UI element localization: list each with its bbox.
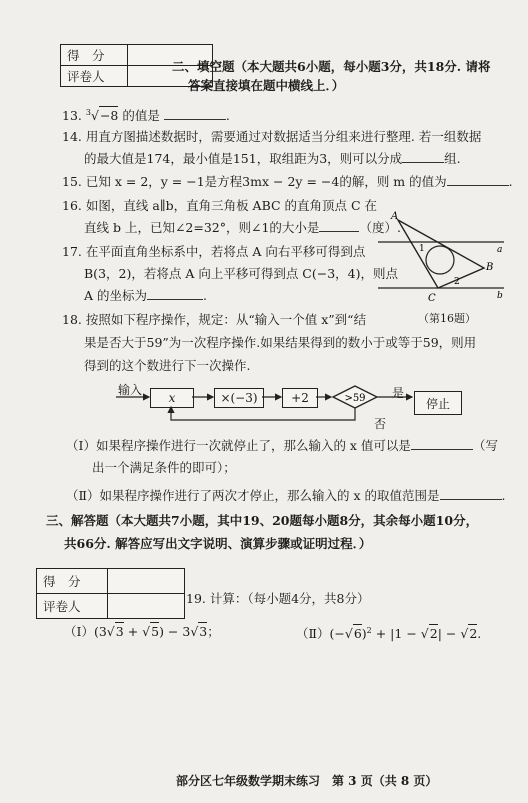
section3-heading-line1: 三、解答题（本大题共7小题，其中19、20题每小题8分，其余每小题10分， (46, 513, 479, 528)
label-a-line: a (497, 245, 503, 255)
q17-text-line3b: . (203, 288, 207, 303)
label-a-point: A (391, 211, 399, 222)
section2-heading-line2: 答案直接填在题中横线上．） (188, 78, 345, 93)
q17-answer-blank[interactable] (147, 299, 203, 300)
flow-compare-text: >59 (344, 393, 366, 404)
radical-sign-icon: √ (460, 626, 469, 642)
triangle-abc (398, 220, 484, 288)
grader-label: 评卷人 (61, 66, 128, 87)
score-label: 得 分 (37, 569, 108, 594)
q15: 15. 已知 x = 2，y = −1是方程3mx − 2y = −4的解，则 m 的值为 . (62, 174, 513, 189)
q18-part2-text-tail: . (501, 488, 506, 503)
q19-title: 19. 计算：（每小题4分，共8分） (186, 591, 370, 606)
q18-text-line1: 按照如下程序操作，规定：从“输入一个值 x”到“结 (85, 312, 367, 327)
label-c-point: C (428, 293, 436, 304)
radical-sign-icon: √ (190, 624, 199, 639)
flow-input-label: 输入 (118, 383, 143, 397)
grader-cell[interactable] (108, 594, 185, 619)
q15-text: 已知 x = 2，y = −1是方程3mx − 2y = −4的解，则 m 的值为 (85, 174, 447, 189)
flow-box-add: +2 (282, 388, 318, 408)
q14-answer-blank[interactable] (402, 162, 444, 163)
flow-box-multiply: ×(−3) (214, 388, 264, 408)
section3-heading-line2: 共66分. 解答应写出文字说明、演算步骤或证明过程．） (64, 536, 372, 551)
q13-root-index: 3 (85, 108, 91, 117)
score-cell[interactable] (108, 569, 185, 594)
triangle-hole (426, 246, 454, 274)
q17-line2: B(3，2)，若将点 A 向上平移可得到点 C(−3，4)，则点 (84, 266, 398, 281)
q14-line1 (62, 128, 481, 145)
q16-text-line2b: （度）. (359, 220, 401, 235)
flow-box-x: x (150, 388, 194, 408)
q18-part1-text: （Ⅰ）如果程序操作进行一次就停止了，那么输入的 x 值可以是 (66, 438, 411, 453)
radical-sign-icon: √ (344, 626, 353, 642)
section3-score-table (36, 568, 185, 619)
q19-part1: （Ⅰ）(3√3 + √5) − 3√3； (64, 624, 220, 639)
q13-answer-blank[interactable] (164, 119, 226, 120)
q16-figure (376, 208, 506, 308)
q14-text-line1: 用直方图描述数据时，需要通过对数据适当分组来进行整理. 若一组数据 (85, 129, 482, 144)
q14-text-end: 组. (444, 151, 461, 166)
q13-number: 13. (62, 108, 82, 124)
q19-part1-prefix: （Ⅰ） (64, 624, 94, 639)
page-footer: 部分区七年级数学期末练习 第 3 页（共 8 页） (176, 774, 438, 788)
grader-label: 评卷人 (37, 594, 108, 619)
q18-part2-text: （Ⅱ）如果程序操作进行了两次才停止，那么输入的 x 的取值范围是 (66, 488, 440, 503)
q17-text-line1: 在平面直角坐标系中，若将点 A 向右平移可得到点 (85, 244, 366, 259)
q13: 13. $^3$√−8 的值是 . (62, 108, 230, 124)
q16-answer-blank[interactable] (319, 231, 359, 232)
score-label: 得 分 (61, 45, 128, 66)
q16-text-line1: 如图，直线 a∥b，直角三角板 ABC 的直角顶点 C 在 (85, 198, 378, 213)
q17-line1 (62, 243, 365, 260)
flowchart-connectors (110, 380, 510, 430)
q18-line2: 果是否大于59”为一次程序操作.如果结果得到的数小于或等于59，则用 (84, 335, 477, 350)
q14-text-line2: 的最大值是174，最小值是151，取组距为3，则可以分成 (84, 151, 403, 166)
q19-part2: $(Ⅱ)(-√6)^2 + |1 - √2| - √2$. (296, 626, 482, 642)
radical-sign-icon: √ (142, 624, 151, 639)
label-angle-2: 2 (454, 277, 460, 287)
q16-caption: （第16题） (418, 312, 476, 325)
q13-text: 的值是 (122, 108, 160, 124)
q18-line3: 得到的这个数进行下一次操作. (84, 358, 251, 373)
flow-no-label: 否 (374, 417, 387, 431)
radical-sign-icon: √ (106, 624, 115, 639)
q18-part1-line1 (66, 437, 498, 454)
q16-line2 (84, 219, 401, 236)
flow-yes-label: 是 (392, 386, 405, 400)
label-b-point: B (486, 262, 494, 273)
q16-line1 (62, 197, 377, 214)
q18-part1-text-tail: （写 (472, 438, 498, 453)
q17-text-line3a: A 的坐标为 (84, 288, 148, 303)
label-b-line: b (497, 291, 503, 301)
q15-answer-blank[interactable] (447, 185, 509, 186)
arrow-no-loop (171, 407, 355, 420)
q18-part2 (66, 487, 505, 504)
q18-part2-answer-blank[interactable] (440, 499, 502, 500)
q14-number: 14. (62, 129, 82, 144)
q18-part1-line2: 出一个满足条件的即可）； (92, 460, 236, 475)
q14-line2 (84, 150, 461, 167)
q16-text-line2a: 直线 b 上，已知∠2=32°，则∠1的大小是 (84, 220, 320, 235)
flow-box-stop: 停止 (414, 391, 462, 415)
q18-line1 (62, 311, 366, 328)
section2-heading-line1: 二、填空题（本大题共6小题，每小题3分，共18分. 请将 (172, 59, 491, 74)
label-angle-1: 1 (419, 244, 425, 254)
q17-line3 (84, 287, 207, 304)
q18-part1-answer-blank[interactable] (411, 449, 473, 450)
q18-number: 18. (62, 312, 82, 327)
q15-number: 15. (62, 174, 82, 189)
q19-part2-prefix: （Ⅱ） (296, 626, 330, 642)
q13-radicand: −8 (99, 108, 119, 124)
radical-sign-icon: √ (420, 626, 429, 642)
q17-number: 17. (62, 244, 82, 259)
q16-number: 16. (62, 198, 82, 213)
radical-sign-icon: √ (90, 108, 99, 124)
